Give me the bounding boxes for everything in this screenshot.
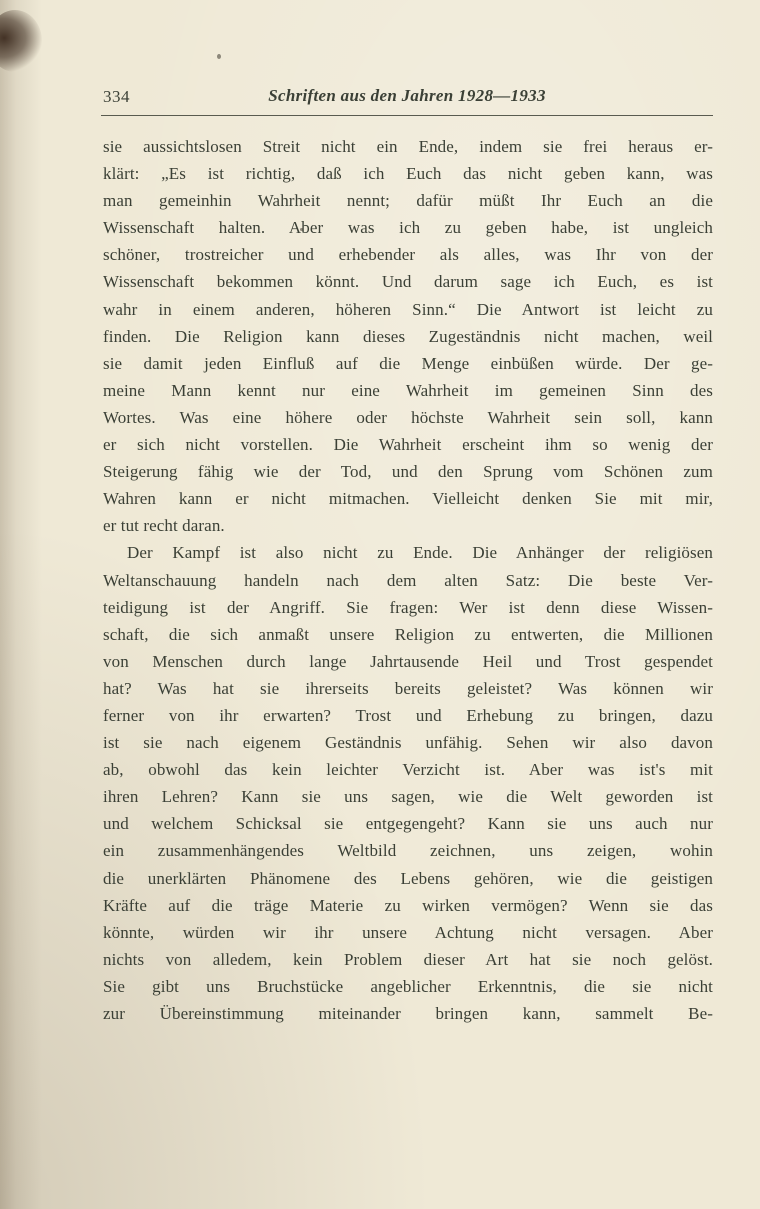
text-line: nichts von alledem, kein Problem dieser Art hat sie noch gelöst. — [103, 949, 713, 969]
text-line: Steigerung fähig wie der Tod, und den Sprung vom Schönen zum — [103, 462, 713, 482]
text-line: Wissenschaft halten. Aber was ich zu geben habe, ist ungleich — [103, 218, 713, 238]
text-line: wahr in einem anderen, höheren Sinn.“ Die Antwort ist leicht zu — [103, 299, 713, 319]
text-line: von Menschen durch lange Jahrtausende Heil und Trost gespendet — [103, 651, 713, 671]
text-line: klärt: „Es ist richtig, daß ich Euch das nicht geben kann, was — [103, 164, 713, 184]
text-line: Wissenschaft bekommen könnt. Und darum sage ich Euch, es ist — [103, 272, 713, 292]
corner-shadow-blot — [0, 10, 42, 72]
text-line: und welchem Schicksal sie entgegengeht? Kann sie uns auch nur — [103, 814, 713, 834]
text-line: ist sie nach eigenem Geständnis unfähig. Sehen wir also davon — [103, 733, 713, 753]
text-line: Weltanschauung handeln nach dem alten Satz: Die beste Ver- — [103, 570, 713, 590]
text-line: er sich nicht vorstellen. Die Wahrheit erscheint ihm so wenig der — [103, 435, 713, 455]
paper-speck — [217, 54, 221, 59]
text-line: schöner, trostreicher und erhebender als alles, was Ihr von der — [103, 245, 713, 265]
text-line: könnte, würden wir ihr unsere Achtung nicht versagen. Aber — [103, 922, 713, 942]
text-line: man gemeinhin Wahrheit nennt; dafür müßt Ihr Euch an die — [103, 191, 713, 211]
text-line: er tut recht daran. — [103, 516, 225, 536]
page-number: 334 — [103, 87, 130, 106]
text-line: Kräfte auf die träge Materie zu wirken vermögen? Wenn sie das — [103, 895, 713, 915]
text-line: teidigung ist der Angriff. Sie fragen: Wer ist denn diese Wissen- — [103, 597, 713, 617]
text-line: Wortes. Was eine höhere oder höchste Wahrheit sein soll, kann — [103, 407, 713, 427]
text-line: Wahren kann er nicht mitmachen. Vielleicht denken Sie mit mir, — [103, 489, 713, 509]
text-line: finden. Die Religion kann dieses Zugeständnis nicht machen, weil — [103, 326, 713, 346]
text-line: die unerklärten Phänomene des Lebens gehören, wie die geistigen — [103, 868, 713, 888]
text-line: schaft, die sich anmaßt unsere Religion zu entwerten, die Millionen — [103, 624, 713, 644]
text-line: meine Mann kennt nur eine Wahrheit im gemeinen Sinn des — [103, 380, 713, 400]
text-line: ferner von ihr erwarten? Trost und Erhebung zu bringen, dazu — [103, 705, 713, 725]
text-line: hat? Was hat sie ihrerseits bereits geleistet? Was können wir — [103, 678, 713, 698]
text-line: ein zusammenhängendes Weltbild zeichnen, uns zeigen, wohin — [103, 841, 713, 861]
running-head-title: Schriften aus den Jahren 1928—1933 — [268, 86, 546, 105]
text-line: Sie gibt uns Bruchstücke angeblicher Erkenntnis, die sie nicht — [103, 976, 713, 996]
page-header — [101, 86, 713, 116]
page-body — [103, 133, 713, 1027]
text-line: Der Kampf ist also nicht zu Ende. Die Anhänger der religiösen — [127, 543, 713, 563]
text-line: ihren Lehren? Kann sie uns sagen, wie die Welt geworden ist — [103, 787, 713, 807]
text-line: sie aussichtslosen Streit nicht ein Ende, indem sie frei heraus er- — [103, 137, 713, 156]
text-line: ab, obwohl das kein leichter Verzicht ist. Aber was ist's mit — [103, 760, 713, 780]
text-line: sie damit jeden Einfluß auf die Menge einbüßen würde. Der ge- — [103, 353, 713, 373]
text-line: zur Übereinstimmung miteinander bringen kann, sammelt Be- — [103, 1004, 713, 1023]
